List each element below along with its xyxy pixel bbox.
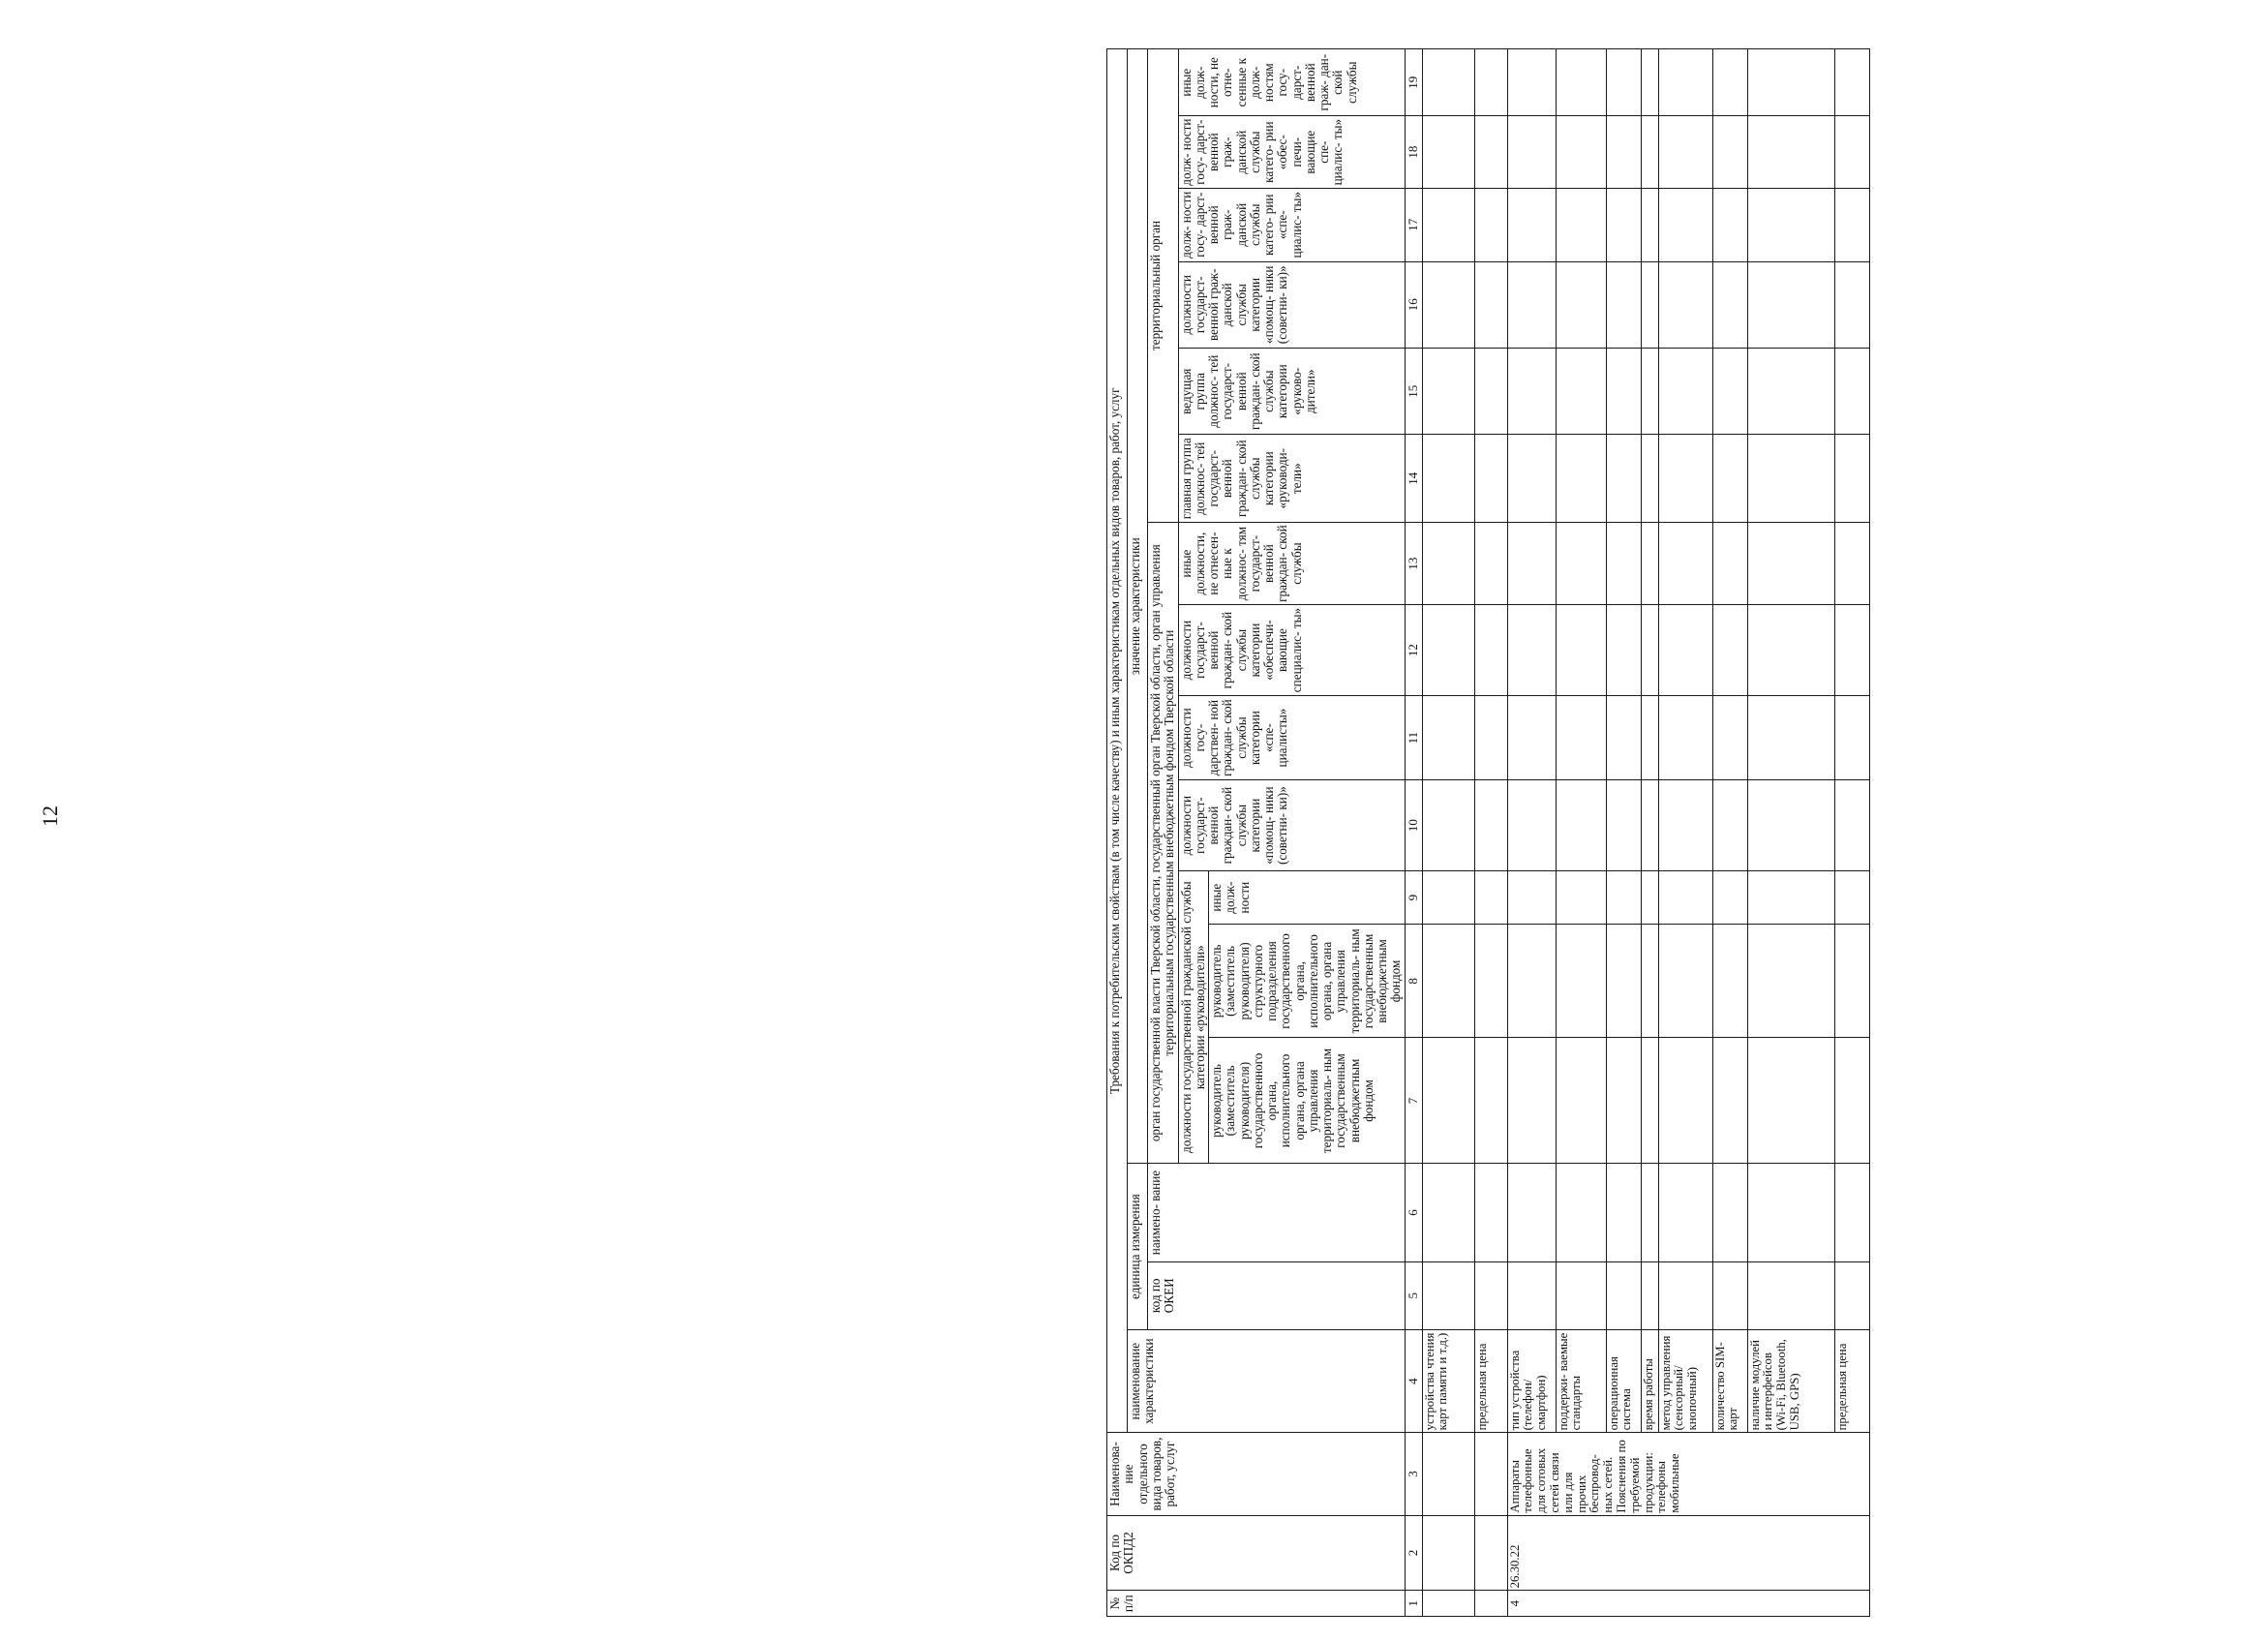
table-row xyxy=(1422,49,1474,1617)
column-numbers-row xyxy=(1405,49,1422,1617)
characteristic-cell: метод управления (сенсорный/ кнопочный) xyxy=(1658,1329,1712,1433)
requirements-header: Требования к потребительским свойствам (в том числе качеству) и иным характеристикам отдельных видов товаров, работ, услуг xyxy=(1107,49,1128,1433)
col-number: 9 xyxy=(1405,870,1422,924)
col-number: 17 xyxy=(1405,188,1422,261)
header-values: значение характеристики xyxy=(1128,49,1148,1164)
col-number: 16 xyxy=(1405,261,1422,348)
col-number: 19 xyxy=(1405,49,1422,116)
characteristic-cell: устройства чтения карт памяти и т.д.) xyxy=(1422,1329,1474,1433)
col-number: 7 xyxy=(1405,1038,1422,1164)
item-okpd2-code: 26.30.22 xyxy=(1507,1515,1869,1591)
header-no: № п/п xyxy=(1107,1591,1406,1617)
col-number: 2 xyxy=(1405,1515,1422,1591)
page-number: 12 xyxy=(38,805,62,827)
table-row xyxy=(1641,49,1658,1617)
header-leaders-category: должности государственной гражданской службы категории «руководители» xyxy=(1178,870,1209,1163)
table-row xyxy=(1658,49,1712,1617)
header-okei-code: код по ОКЕИ xyxy=(1148,1261,1406,1329)
header-characteristic-name: наименование характеристики xyxy=(1128,1329,1406,1433)
col-number: 12 xyxy=(1405,605,1422,696)
header-col-12: должности государст- венной граждан- ской службы категории «обеспечи- вающие специалис- ты» xyxy=(1178,605,1405,696)
characteristic-cell: операционная система xyxy=(1606,1329,1641,1433)
col-number: 3 xyxy=(1405,1433,1422,1515)
header-item-name: Наименова- ние отдельного вида товаров, работ, услуг xyxy=(1107,1433,1406,1515)
table-row xyxy=(1606,49,1641,1617)
header-col-13: иные должности, не отнесен- ные к должнос- тям государст- венной граждан- ской службы xyxy=(1178,523,1405,605)
header-unit-name: наимено- вание xyxy=(1148,1164,1406,1261)
table-row xyxy=(1474,49,1507,1617)
characteristic-cell: тип устройства (телефон/ смартфон) xyxy=(1507,1329,1556,1433)
item-name: Аппараты телефонные для сотовых сетей связи или для прочих беспровод- ных сетей. Пояснения по требуемой продукции: телефоны мобильные xyxy=(1507,1433,1869,1515)
characteristic-cell: предельная цена xyxy=(1834,1329,1869,1433)
table-row xyxy=(1747,49,1834,1617)
col-number: 6 xyxy=(1405,1164,1422,1261)
header-gov-body: орган государственной власти Тверской области, государственный орган Тверской области, орган управления территориальным государственным внебюджетным фондом Тверской области xyxy=(1148,523,1179,1164)
header-col-7: руководитель (заместитель руководителя) государственного органа, исполнительного органа, органа управления территориаль- ным государственным внебюджетным фондом xyxy=(1209,1038,1406,1164)
header-col-11: должности госу- дарствен- ной граждан- ской службы категории «спе- циалисты» xyxy=(1178,695,1405,779)
header-col-15: ведущая группа должнос- тей государст- венной граждан- ской службы категории «руково- дители» xyxy=(1178,349,1405,435)
requirements-table xyxy=(1106,48,1870,1617)
header-col-10: должности государст- венной граждан- ской службы категории «помощ- ники (советни- ки)» xyxy=(1178,780,1405,871)
col-number: 5 xyxy=(1405,1261,1422,1329)
col-number: 10 xyxy=(1405,780,1422,871)
header-col-16: должности государст- венной граж- данской службы категории «помощ- ники (советни- ки)» xyxy=(1178,261,1405,348)
characteristic-cell: поддержи- ваемые стандарты xyxy=(1556,1329,1606,1433)
header-unit: единица измерения xyxy=(1128,1164,1148,1329)
table-row xyxy=(1556,49,1606,1617)
col-number: 1 xyxy=(1405,1591,1422,1617)
item-number: 4 xyxy=(1507,1591,1869,1617)
col-number: 8 xyxy=(1405,925,1422,1038)
header-col-8: руководитель (заместитель руководителя) структурного подразделения государственного органа, исполнительного органа, органа управления территориаль- ным государственным внебюджетным фондом xyxy=(1209,925,1406,1038)
header-col-18: долж- ности госу- дарст- венной граж- данской службы катего- рии «обес- печи- вающие спе- циалис- ты» xyxy=(1178,116,1405,189)
table-row xyxy=(1834,49,1869,1617)
table-row xyxy=(1712,49,1747,1617)
header-okpd2-code: Код по ОКПД2 xyxy=(1107,1515,1406,1591)
col-number: 14 xyxy=(1405,435,1422,523)
characteristic-cell: количество SIM-карт xyxy=(1712,1329,1747,1433)
col-number: 11 xyxy=(1405,695,1422,779)
header-col-14: главная группа должнос- тей государст- венной граждан- ской службы категории «руководи- тели» xyxy=(1178,435,1405,523)
header-col-19: иные долж- ности, не отне- сенные к долж- ностям госу- дарст- венной граж- дан- ской службы xyxy=(1178,49,1405,116)
col-number: 15 xyxy=(1405,349,1422,435)
header-col-17: долж- ности госу- дарст- венной граж- данской службы катего- рии «спе- циалис- ты» xyxy=(1178,188,1405,261)
col-number: 13 xyxy=(1405,523,1422,605)
rotated-sheet xyxy=(1106,0,2268,1617)
header-territorial-body: территориальный орган xyxy=(1148,49,1179,523)
characteristic-cell: наличие модулей и интерфейсов (Wi-Fi, Bluetooth, USB, GPS) xyxy=(1747,1329,1834,1433)
table-row xyxy=(1507,49,1556,1617)
header-col-9: иные долж- ности xyxy=(1209,870,1406,924)
col-number: 18 xyxy=(1405,116,1422,189)
characteristic-cell: предельная цена xyxy=(1474,1329,1507,1433)
col-number: 4 xyxy=(1405,1329,1422,1433)
characteristic-cell: время работы xyxy=(1641,1329,1658,1433)
